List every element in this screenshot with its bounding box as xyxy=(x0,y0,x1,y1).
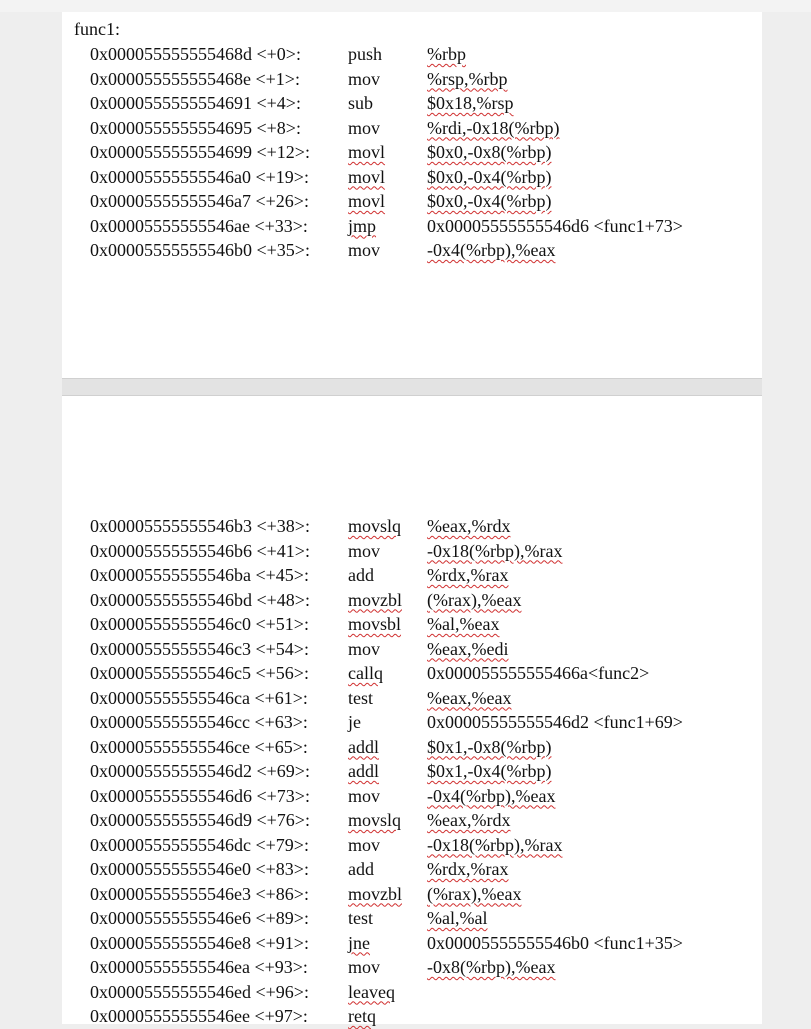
instruction-address: 0x00005555555546e3 <+86>: xyxy=(90,883,309,904)
instruction-mnemonic: mov xyxy=(348,540,381,561)
instruction-mnemonic: movsbl xyxy=(348,614,402,634)
instruction-mnemonic: mov xyxy=(348,638,381,659)
instruction-address: 0x00005555555546c5 <+56>: xyxy=(90,663,309,683)
instruction-mnemonic: addl xyxy=(348,736,379,757)
instruction-address: 0x00005555555546e0 <+83>: xyxy=(90,859,309,879)
instruction-address: 0x00005555555546d6 <+73>: xyxy=(90,785,310,806)
instruction-mnemonic: movl xyxy=(348,191,386,211)
instruction-mnemonic: movzbl xyxy=(348,883,402,904)
instruction-mnemonic: push xyxy=(348,44,383,64)
instruction-mnemonic: mov xyxy=(348,68,381,89)
instruction-operands: %eax,%rdx xyxy=(427,810,511,830)
instruction-operands: -0x18(%rbp),%rax xyxy=(427,540,563,561)
instruction-address: 0x0000555555554699 <+12>: xyxy=(90,142,310,162)
instruction-operands: (%rax),%eax xyxy=(427,589,522,610)
instruction-operands: %rsp,%rbp xyxy=(427,68,508,89)
instruction-address: 0x000055555555468d <+0>: xyxy=(90,44,301,64)
instruction-mnemonic: mov xyxy=(348,785,381,806)
instruction-operands: %eax,%eax xyxy=(427,687,512,708)
document-page-1 xyxy=(62,12,762,378)
instruction-mnemonic: test xyxy=(348,687,373,708)
instruction-mnemonic: jmp xyxy=(348,215,377,236)
instruction-operands: -0x4(%rbp),%eax xyxy=(427,785,556,806)
instruction-operands: (%rax),%eax xyxy=(427,883,522,904)
instruction-mnemonic: mov xyxy=(348,834,381,855)
instruction-address: 0x00005555555546b0 <+35>: xyxy=(90,240,310,260)
instruction-operands: $0x0,-0x4(%rbp) xyxy=(427,191,552,211)
instruction-mnemonic: movslq xyxy=(348,516,402,536)
instruction-mnemonic: movzbl xyxy=(348,589,402,610)
instruction-operands: -0x8(%rbp),%eax xyxy=(427,957,556,977)
instruction-address: 0x00005555555546c3 <+54>: xyxy=(90,638,309,659)
instruction-mnemonic: callq xyxy=(348,663,383,683)
instruction-operands: %rdx,%rax xyxy=(427,565,509,585)
instruction-mnemonic: movl xyxy=(348,166,386,187)
function-label: func1: xyxy=(74,19,120,39)
instruction-address: 0x00005555555546e6 <+89>: xyxy=(90,908,309,928)
instruction-mnemonic: add xyxy=(348,565,374,585)
instruction-operands: %rbp xyxy=(427,44,466,64)
instruction-mnemonic: jne xyxy=(348,932,370,953)
instruction-operands: $0x18,%rsp xyxy=(427,93,514,113)
instruction-address: 0x000055555555468e <+1>: xyxy=(90,68,300,89)
instruction-address: 0x00005555555546dc <+79>: xyxy=(90,834,309,855)
instruction-address: 0x00005555555546ce <+65>: xyxy=(90,736,308,757)
instruction-operands: $0x0,-0x4(%rbp) xyxy=(427,166,552,187)
instruction-address: 0x00005555555546bd <+48>: xyxy=(90,589,310,610)
instruction-address: 0x00005555555546a0 <+19>: xyxy=(90,166,309,187)
instruction-mnemonic: mov xyxy=(348,117,381,138)
instruction-operands: 0x00005555555546d2 <func1+69> xyxy=(427,712,683,732)
instruction-mnemonic: addl xyxy=(348,761,379,781)
instruction-operands: %rdx,%rax xyxy=(427,859,509,879)
instruction-operands: $0x1,-0x4(%rbp) xyxy=(427,761,552,781)
instruction-mnemonic: movslq xyxy=(348,810,402,830)
instruction-mnemonic: je xyxy=(348,712,361,732)
page-break xyxy=(62,378,762,396)
instruction-address: 0x00005555555546c0 <+51>: xyxy=(90,614,309,634)
instruction-operands: 0x00005555555546b0 <func1+35> xyxy=(427,932,683,953)
instruction-mnemonic: mov xyxy=(348,957,381,977)
instruction-operands: %al,%eax xyxy=(427,614,500,634)
instruction-operands: -0x4(%rbp),%eax xyxy=(427,240,556,260)
instruction-mnemonic: test xyxy=(348,908,373,928)
instruction-address: 0x00005555555546a7 <+26>: xyxy=(90,191,309,211)
instruction-address: 0x00005555555546ca <+61>: xyxy=(90,687,308,708)
instruction-address: 0x0000555555554691 <+4>: xyxy=(90,93,301,113)
instruction-operands: %rdi,-0x18(%rbp) xyxy=(427,117,560,138)
instruction-operands: $0x1,-0x8(%rbp) xyxy=(427,736,552,757)
instruction-address: 0x00005555555546ed <+96>: xyxy=(90,981,309,1002)
instruction-operands: $0x0,-0x8(%rbp) xyxy=(427,142,552,162)
instruction-address: 0x00005555555546cc <+63>: xyxy=(90,712,308,732)
instruction-address: 0x00005555555546b3 <+38>: xyxy=(90,516,310,536)
instruction-address: 0x00005555555546ae <+33>: xyxy=(90,215,308,236)
instruction-mnemonic: sub xyxy=(348,93,374,113)
instruction-mnemonic: leaveq xyxy=(348,981,395,1002)
document-page-2 xyxy=(62,396,762,1024)
instruction-operands: -0x18(%rbp),%rax xyxy=(427,834,563,855)
instruction-mnemonic: movl xyxy=(348,142,386,162)
instruction-address: 0x00005555555546b6 <+41>: xyxy=(90,540,310,561)
instruction-address: 0x00005555555546ee <+97>: xyxy=(90,1006,308,1026)
instruction-operands: %eax,%rdx xyxy=(427,516,511,536)
instruction-address: 0x0000555555554695 <+8>: xyxy=(90,117,301,138)
instruction-address: 0x00005555555546d9 <+76>: xyxy=(90,810,310,830)
instruction-operands: %eax,%edi xyxy=(427,638,509,659)
instruction-address: 0x00005555555546ea <+93>: xyxy=(90,957,308,977)
instruction-operands: 0x00005555555546d6 <func1+73> xyxy=(427,215,683,236)
instruction-mnemonic: mov xyxy=(348,240,381,260)
instruction-address: 0x00005555555546ba <+45>: xyxy=(90,565,309,585)
instruction-address: 0x00005555555546e8 <+91>: xyxy=(90,932,309,953)
instruction-operands: 0x000055555555466a<func2> xyxy=(427,663,650,683)
window-top-strip xyxy=(0,0,811,12)
instruction-mnemonic: retq xyxy=(348,1006,376,1026)
instruction-operands: %al,%al xyxy=(427,908,488,928)
instruction-address: 0x00005555555546d2 <+69>: xyxy=(90,761,310,781)
instruction-mnemonic: add xyxy=(348,859,374,879)
